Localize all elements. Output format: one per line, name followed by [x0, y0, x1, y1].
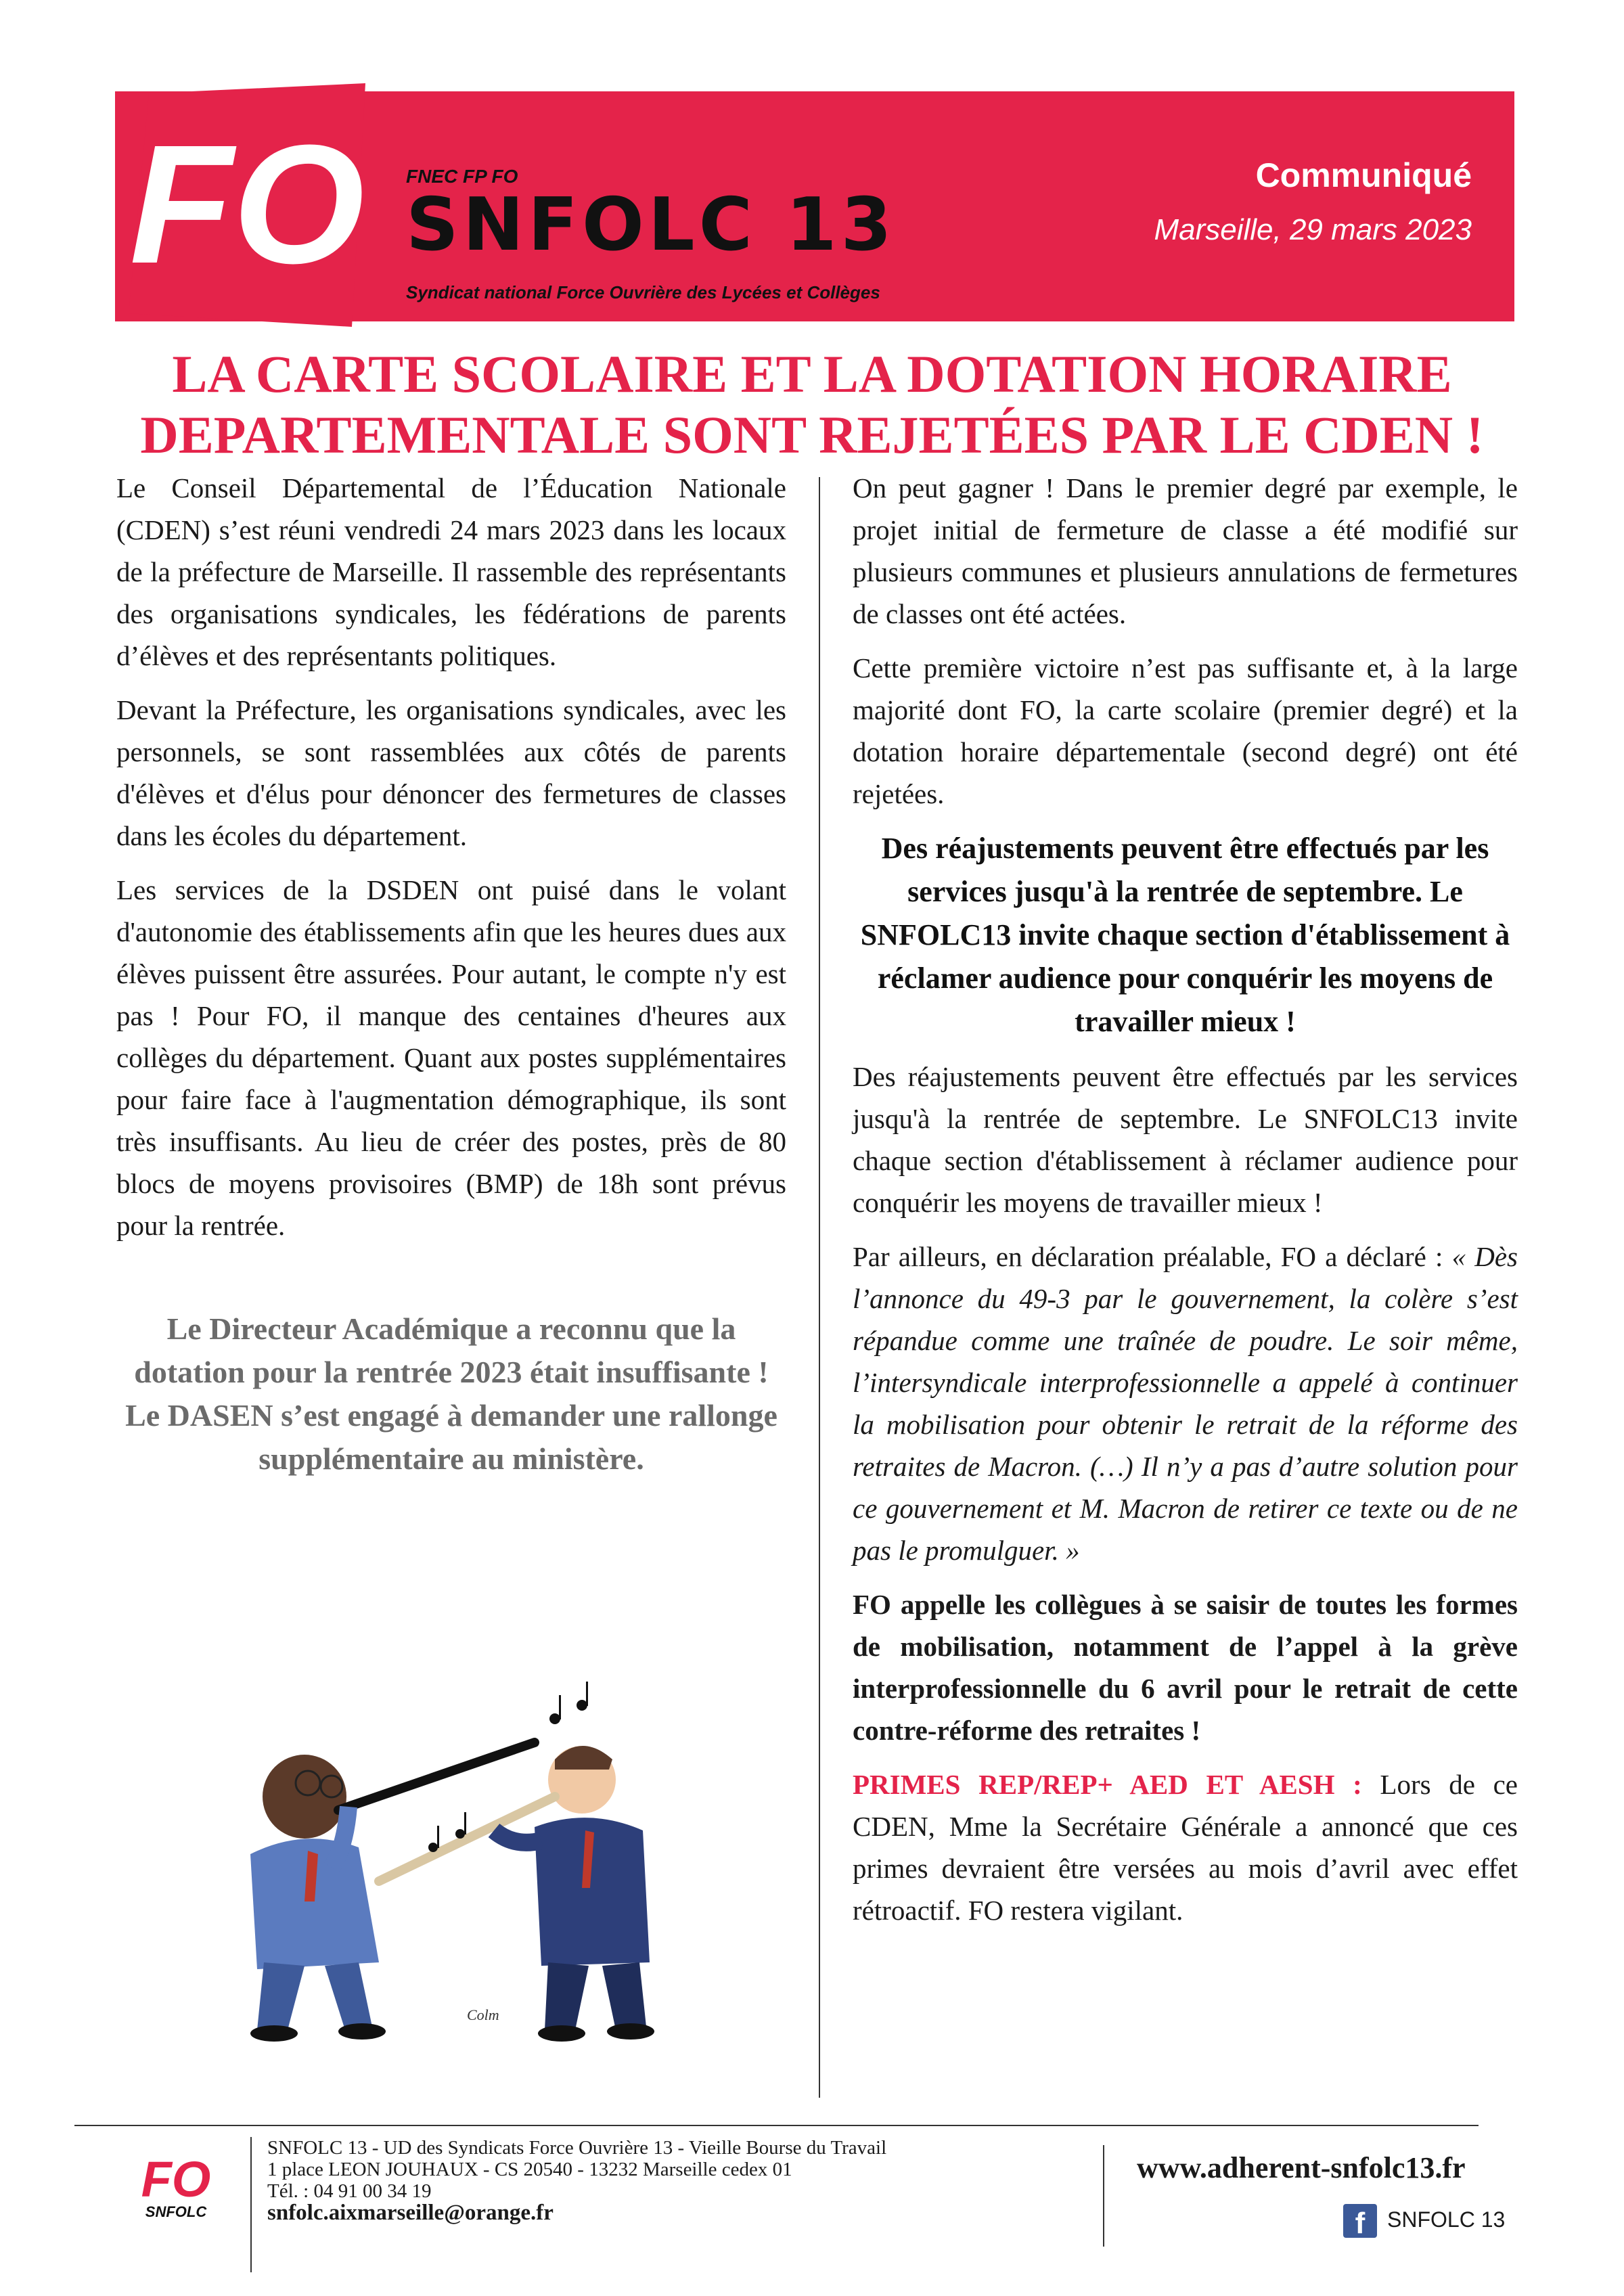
- title-line-1: LA CARTE SCOLAIRE ET LA DOTATION HORAIRE: [172, 344, 1452, 403]
- left-paragraph-1: Le Conseil Départemental de l’Éducation Nationale (CDEN) s’est réuni vendredi 24 mars 2023 dans les locaux de la préfecture de Marseille. Il rassemble des représentants des organisations syndicales, les fédérations de parents d’élèves et des représentants politiques.: [116, 472, 786, 671]
- declaration-quote: « Dès l’annonce du 49-3 par le gouvernement, la colère s’est répandue comme une traînée de poudre. Le soir même, l’intersyndicale interprofessionnelle a appelé à continuer la mobilisation pour obtenir le retrait de la réforme des retraites de Macron. (…) Il n’y a pas d’autre solution pour ce gouvernement et M. Macron de retirer ce texte ou de ne pas le promulguer. »: [853, 1241, 1518, 1566]
- title-line-2: DEPARTEMENTALE SONT REJETÉES PAR LE CDEN !: [140, 405, 1484, 464]
- footer-divider-right: [1103, 2145, 1104, 2247]
- right-paragraph-3: Des réajustements peuvent être effectués par les services jusqu'à la rentrée de septembre. Le SNFOLC13 invite chaque section d'établissement à réclamer audience pour conquérir les moyens de travailler mieux !: [853, 1061, 1518, 1218]
- cartoon-illustration: [176, 1678, 717, 2057]
- cartoon-left-figure: [250, 1742, 535, 2042]
- right-paragraph-2: Cette première victoire n’est pas suffisante et, à la large majorité dont FO, la carte scolaire (premier degré) et la dotation horaire départementale (second degré) ont été rejetées.: [853, 652, 1518, 809]
- facebook-icon[interactable]: f: [1343, 2204, 1377, 2238]
- footer-line-1: SNFOLC 13 - UD des Syndicats Force Ouvrière 13 - Vieille Bourse du Travail: [267, 2137, 887, 2159]
- footer-fo-logo: [139, 2144, 213, 2225]
- fo-logo: [122, 80, 379, 330]
- cartoon-signature: Colm: [467, 2006, 499, 2023]
- left-paragraph-3: Les services de la DSDEN ont puisé dans le volant d'autonomie des établissements afin que les heures dues aux élèves puissent être assurées. Pour autant, le compte n'y est pas ! Pour FO, il manque des centaines d'heures aux collèges du département. Quant aux postes supplémentaires pour faire face à l'augmentation démographique, ils sont très insuffisants. Au lieu de créer des postes, près de 80 blocs de moyens provisoires (BMP) de 18h sont prévus pour la rentrée.: [116, 874, 786, 1241]
- federation-label: FNEC FP FO: [406, 166, 518, 187]
- right-column: [853, 467, 1518, 1943]
- primes-text: Lors de ce CDEN, Mme la Secrétaire Générale a annoncé que ces primes devraient être versées au mois d’avril avec effet rétroactif. FO restera vigilant.: [853, 1769, 1518, 1926]
- dateline: Marseille, 29 mars 2023: [1154, 213, 1472, 246]
- footer-logo-sub: SNFOLC: [145, 2203, 207, 2220]
- fo-logo-text: FO: [129, 110, 365, 298]
- footer-line-2: 1 place LEON JOUHAUX - CS 20540 - 13232 Marseille cedex 01: [267, 2159, 792, 2180]
- footer-rule: [74, 2125, 1479, 2126]
- column-divider: [819, 477, 820, 2098]
- footer-website-link[interactable]: www.adherent-snfolc13.fr: [1137, 2151, 1466, 2184]
- facebook-label[interactable]: SNFOLC 13: [1387, 2207, 1506, 2232]
- footer-divider-left: [250, 2137, 252, 2272]
- page-title: [68, 344, 1556, 465]
- left-callout: Le Directeur Académique a reconnu que la dotation pour la rentrée 2023 était insuffisante ! Le DASEN s’est engagé à demander une rallonge supplémentaire au ministère.: [125, 1311, 777, 1476]
- footer-email-link[interactable]: snfolc.aixmarseille@orange.fr: [267, 2201, 554, 2225]
- footer-address: [267, 2137, 886, 2224]
- left-column: [116, 467, 786, 1493]
- primes-label: PRIMES REP/REP+ AED ET AESH :: [853, 1769, 1362, 1800]
- right-paragraph-1: On peut gagner ! Dans le premier degré par exemple, le projet initial de fermeture de classe a été modifié sur plusieurs communes et plusieurs annulations de fermetures de classes ont été actées.: [853, 472, 1518, 629]
- union-subtitle: Syndicat national Force Ouvrière des Lycées et Collèges: [406, 282, 880, 302]
- right-paragraph-6: [853, 1763, 1518, 1931]
- declaration-intro: Par ailleurs, en déclaration préalable, FO a déclaré :: [853, 1241, 1452, 1272]
- right-paragraph-4: [853, 1236, 1518, 1571]
- right-callout: Des réajustements peuvent être effectués par les services jusqu'à la rentrée de septembre. Le SNFOLC13 invite chaque section d'établissement à réclamer audience pour conquérir les moyens de travailler mieux !: [860, 832, 1510, 1038]
- union-name: SNFOLC 13: [406, 183, 896, 267]
- footer-phone: Tél. : 04 91 00 34 19: [267, 2180, 432, 2202]
- right-paragraph-5: FO appelle les collègues à se saisir de toutes les formes de mobilisation, notamment de l’appel à la grève interprofessionnelle du 6 avril pour le retrait de cette contre-réforme des retraites !: [853, 1589, 1518, 1746]
- doc-type: Communiqué: [1255, 156, 1472, 194]
- footer-logo-text: FO: [141, 2151, 211, 2207]
- left-paragraph-2: Devant la Préfecture, les organisations syndicales, avec les personnels, se sont rassemblées aux côtés de parents d'élèves et d'élus pour dénoncer des fermetures de classes dans les écoles du département.: [116, 694, 786, 851]
- cartoon-right-figure: [379, 1746, 654, 2042]
